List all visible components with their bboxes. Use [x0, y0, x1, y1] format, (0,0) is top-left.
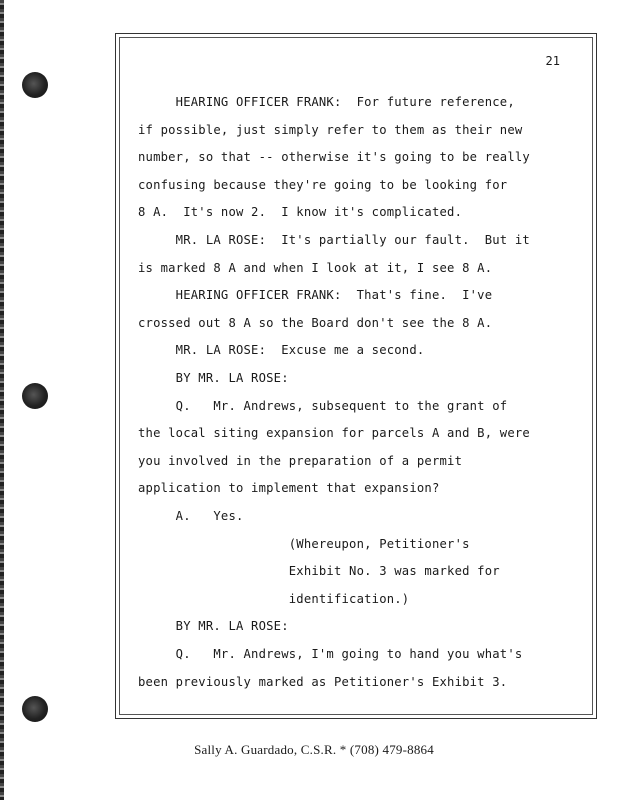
- transcript-line: BY MR. LA ROSE:: [138, 619, 289, 634]
- transcript-line: A. Yes.: [138, 509, 244, 523]
- transcript-line: 8 A. It's now 2. I know it's complicated.: [138, 205, 463, 220]
- transcript-line: been previously marked as Petitioner's Exhibit 3.: [138, 674, 508, 689]
- transcript-line: Q. Mr. Andrews, subsequent to the grant of: [138, 398, 508, 413]
- transcript-line: you involved in the preparation of a permit: [138, 453, 463, 468]
- transcript-line: HEARING OFFICER FRANK: For future reference,: [138, 95, 515, 109]
- reporter-footer: Sally A. Guardado, C.S.R. * (708) 479-8864: [194, 742, 434, 757]
- transcript-line: confusing because they're going to be looking for: [138, 177, 508, 192]
- transcript-line: MR. LA ROSE: Excuse me a second.: [138, 343, 425, 358]
- transcript-line: HEARING OFFICER FRANK: That's fine. I've: [138, 288, 493, 303]
- transcript-line: is marked 8 A and when I look at it, I see 8 A.: [138, 260, 493, 275]
- transcript-line: the local siting expansion for parcels A and B, were: [138, 426, 530, 441]
- transcript-line: Q. Mr. Andrews, I'm going to hand you what's: [138, 647, 523, 661]
- punch-hole-top: [22, 72, 48, 98]
- scan-edge: [0, 0, 4, 800]
- punch-hole-middle: [22, 383, 48, 409]
- transcript-line: Exhibit No. 3 was marked for: [138, 564, 500, 579]
- transcript-line: if possible, just simply refer to them as their new: [138, 122, 523, 137]
- transcript-line: number, so that -- otherwise it's going to be really: [138, 150, 530, 165]
- punch-hole-bottom: [22, 696, 48, 722]
- transcript-line: (Whereupon, Petitioner's: [138, 536, 470, 551]
- transcript-line: BY MR. LA ROSE:: [138, 371, 289, 385]
- transcript-line: application to implement that expansion?: [138, 481, 440, 496]
- transcript-line: identification.): [138, 591, 410, 606]
- transcript-body: [138, 95, 578, 695]
- transcript-line: crossed out 8 A so the Board don't see the 8 A.: [138, 315, 493, 330]
- page-number: 21: [545, 54, 560, 68]
- transcript-line: MR. LA ROSE: It's partially our fault. But it: [138, 233, 530, 247]
